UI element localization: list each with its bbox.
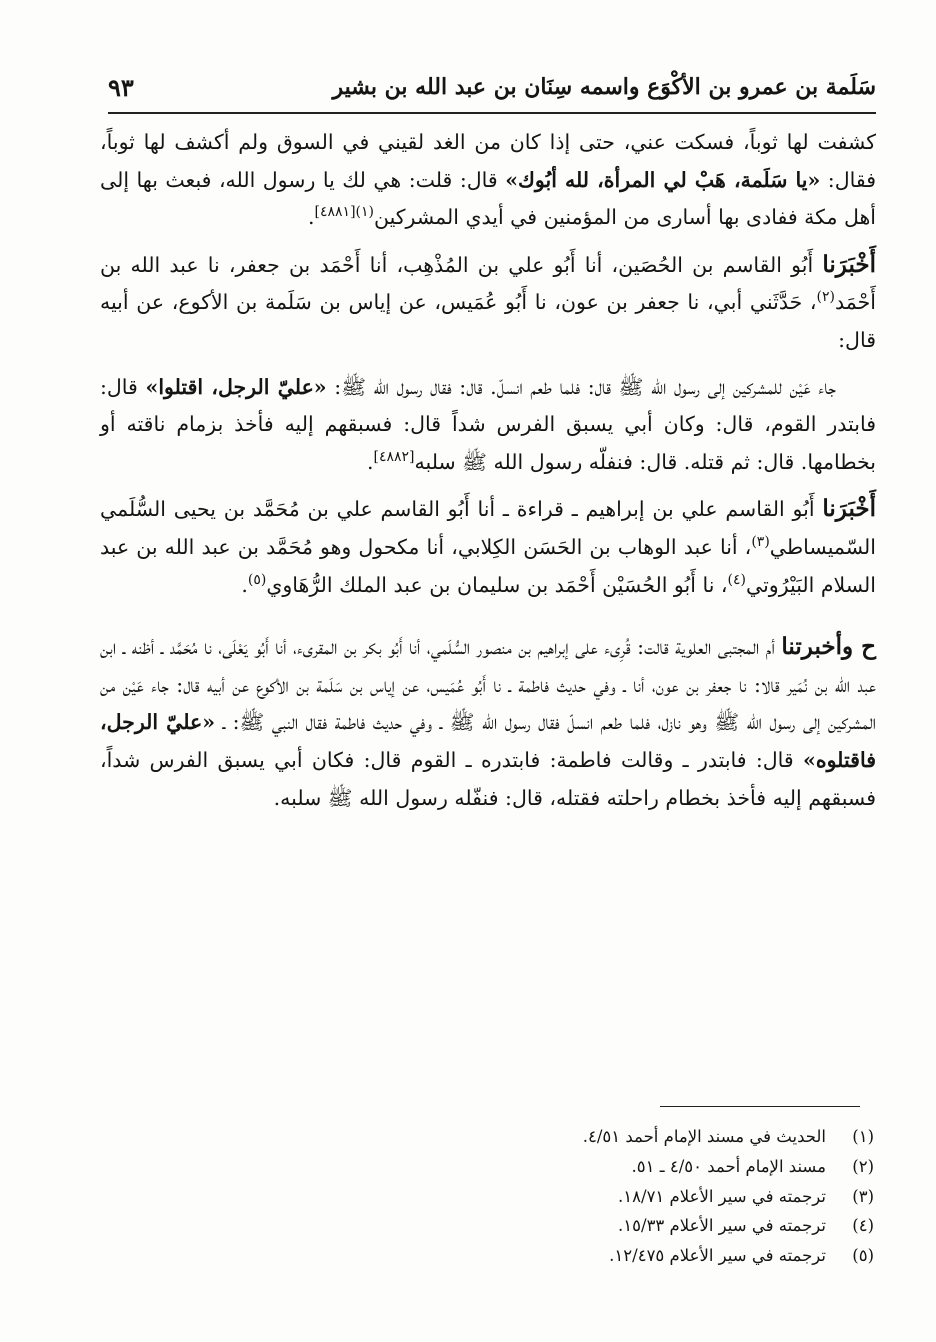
hadith-number: [٤٨٨١] <box>314 204 356 221</box>
footnote-2: (٢) مسند الإمام أحمد ٤/٥٠ ـ ٥١. <box>631 1156 874 1176</box>
footnote-4: (٤) ترجمته في سير الأعلام ١٥/٣٣. <box>618 1216 874 1236</box>
footnote-5: (٥) ترجمته في سير الأعلام ١٢/٤٧٥. <box>609 1246 874 1266</box>
quoted-speech: «عليّ الرجل، فاقتلوه» <box>100 710 876 772</box>
footnote-ref-4[interactable]: (٤) <box>727 571 746 588</box>
hadith-number: [٤٨٨٢] <box>373 448 415 465</box>
header-rule <box>108 112 876 114</box>
footnote-ref-5[interactable]: (٥) <box>247 571 267 588</box>
quoted-speech: «عليّ الرجل، اقتلوا» <box>145 374 327 399</box>
footnote-3: (٣) ترجمته في سير الأعلام ١٨/٧١. <box>618 1186 874 1206</box>
page-header <box>108 66 876 108</box>
isnad-lead: ح وأخبرتنا <box>781 633 876 661</box>
paragraph-4: أَخْبَرَنا أَبُو القاسم علي بن إبراهيم ـ قراءة ـ أنا أَبُو القاسم علي بن مُحَمَّد بن يحيى السُّلَمي السّميساطي$^{(٣)}$، أنا عبد الوهاب بن الحَسَن الكِلابي، أنا مكحول وهو مُحَمَّد بن عبد الله بن عبد السلام البَيْرُوتي$^{(٤)}$، نا أَبُو الحُسَيْن أَحْمَد بن سليمان بن عبد الملك الرُّهَاوي$^{(٥)}$. <box>100 495 876 597</box>
footnote-ref-2[interactable]: (٢) <box>816 289 836 306</box>
footnotes <box>100 1122 874 1271</box>
footnote-1: (١) الحديث في مسند الإمام أحمد ٤/٥١. <box>582 1127 874 1146</box>
footnote-rule <box>660 1106 860 1107</box>
footnote-ref-1[interactable]: (١) <box>355 204 374 221</box>
footnote-ref-3[interactable]: (٣) <box>751 534 770 551</box>
isnad-lead: أَخْبَرَنا <box>822 495 876 523</box>
page-number: ٩٣ <box>108 72 134 102</box>
paragraph-5: ح وأخبرتنا أم المجتبى العلوية قالت: قُرِىء على إبراهيم بن منصور السُّلَمي، أنا أَبُو بكر بن المقرىء، أنا أَبُو يَعْلَى، نا مُحَمَّد ـ أظنه ـ ابن عبد الله بن نُمَير قالا: نا جعفر بن عون، أنا ـ وفي حديث فاطمة ـ نا أَبُو عُمَيس، عن إياس بن سَلَمة بن الأكوع عن أبيه قال: جاء عَيْن من المشركين إلى رسول الله ﷺ وهو نازل، فلما طعم انسلّ فقال رسول الله ﷺ ـ وفي حديث فاطمة فقال النبي ﷺ: ـ «عليّ الرجل، فاقتلوه» قال: فابتدر ـ وقالت فاطمة: فابتدره ـ القوم قال: فكان أبي يسبق الفرس شداً، فسبقهم إليه فأخذ بخطام راحلته فقتله، قال: فنفّله رسول الله ﷺ سلبه. <box>100 633 876 810</box>
isnad-lead: أَخْبَرَنا <box>822 250 876 278</box>
paragraph-1: كشفت لها ثوباً، فسكت عني، حتى إذا كان من الغد لقيني في السوق ولم أكشف لها ثوباً، فقال: «يا سَلَمة، هَبْ لي المرأة، لله أبُوك» قال: قلت: هي لك يا رسول الله، فبعث بها إلى أهل مكة ففادى بها أسارى من المؤمنين في أيدي المشركين$^{(١)[٤٨٨١]}$. <box>100 130 876 230</box>
quoted-speech: «يا سَلَمة، هَبْ لي المرأة، لله أبُوك» <box>505 167 821 192</box>
paragraph-3: جاء عَيْن للمشركين إلى رسول الله ﷺ قال: فلما طعم انسلّ. قال: فقال رسول الله ﷺ: «عليّ الرجل، اقتلوا» قال: فابتدر القوم، قال: وكان أبي يسبق الفرس شداً قال: فسبقهم إليه فأخذ بزمام ناقته أو بخطامها. قال: ثم قتله. قال: فنفلّه رسول الله ﷺ سلبه[٤٨٨٢]. <box>100 374 876 474</box>
paragraph-2: أَخْبَرَنا أَبُو القاسم بن الحُصَين، أنا أَبُو علي بن المُذْهِب، أنا أَحْمَد بن جعفر، نا عبد الله بن أَحْمَد$^{(٢)}$، حَدَّثَني أبي، نا جعفر بن عون، نا أَبُو عُمَيس، عن إياس بن سَلَمة بن الأكوع، عن أبيه قال: <box>100 250 876 352</box>
main-text <box>100 124 876 817</box>
running-title: سَلَمة بن عمرو بن الأكْوَع واسمه سِنَان بن عبد الله بن بشير <box>332 74 876 100</box>
